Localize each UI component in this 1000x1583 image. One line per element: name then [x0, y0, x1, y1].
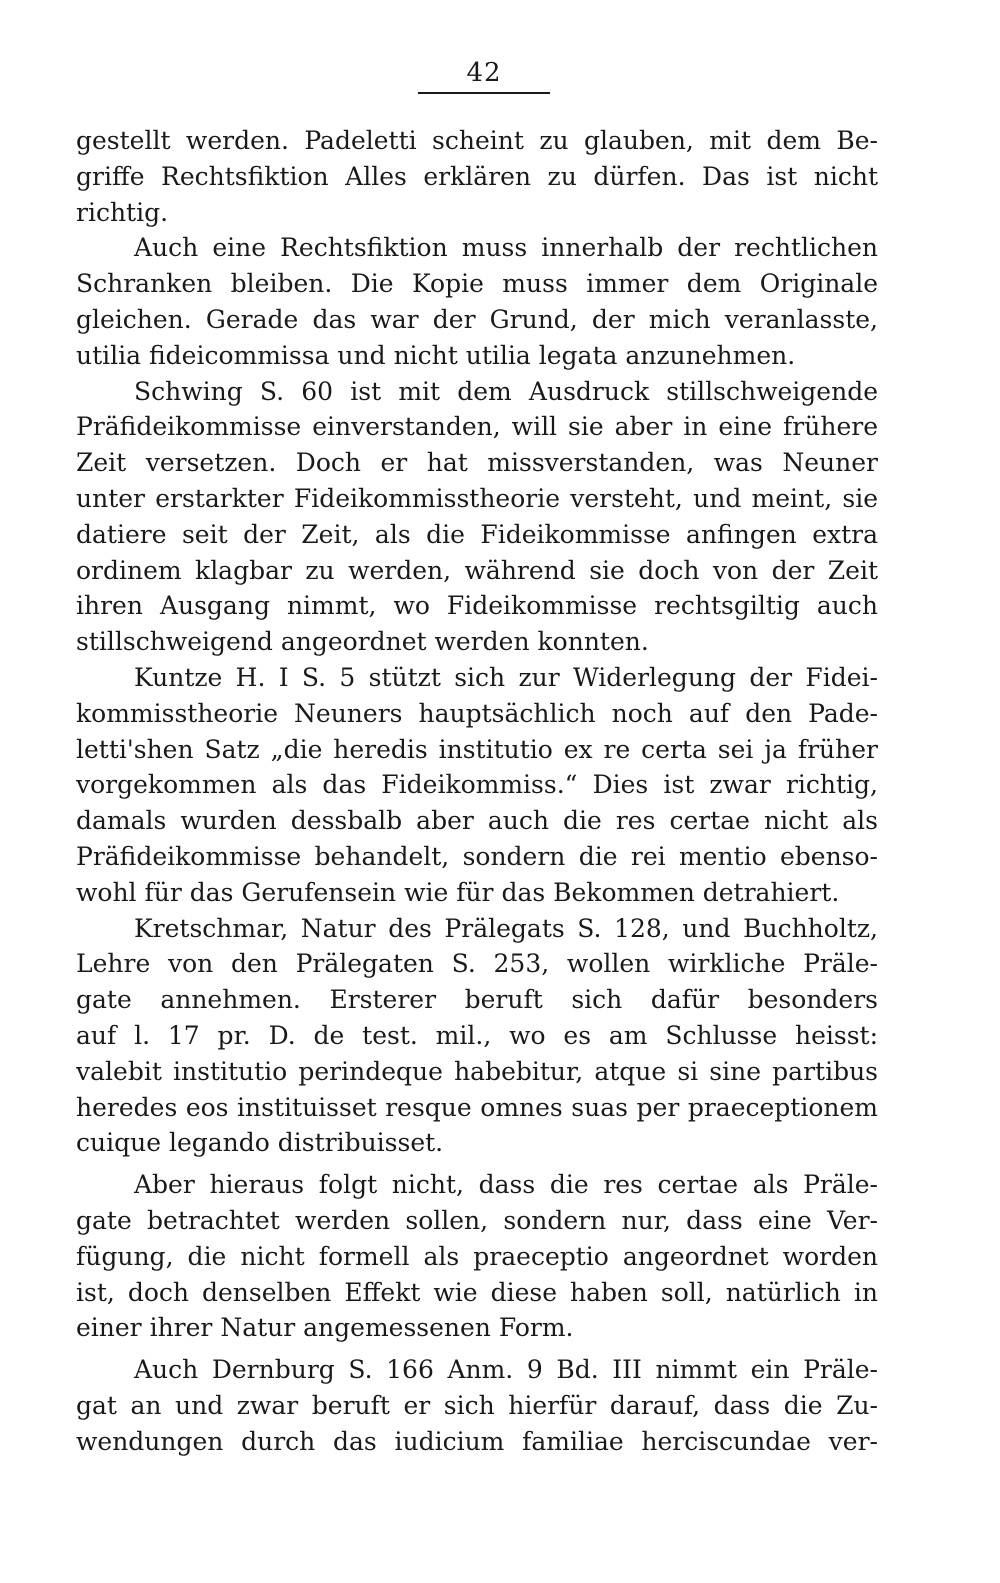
text-line: fügung, die nicht formell als praeceptio angeordnet worden [76, 1241, 878, 1271]
text-line: wendungen durch das iudicium familiae herciscundae ver- [76, 1426, 878, 1456]
text-line: gestellt werden. Padeletti scheint zu glauben, mit dem Be- [76, 126, 878, 155]
text-line: valebit institutio perindeque habebitur, atque si sine partibus [76, 1056, 878, 1086]
text-line: cuique legando distribuisset. [76, 1128, 444, 1158]
text-line: kommisstheorie Neuners hauptsächlich noch auf den Pade- [76, 698, 878, 728]
text-line: gate annehmen. Ersterer beruft sich dafür besonders [76, 985, 878, 1015]
text-line: letti'shen Satz „die heredis institutio ex re certa sei ja früher [76, 734, 878, 764]
text-line: datiere seit der Zeit, als die Fideikommisse anfingen extra [76, 519, 878, 549]
text-line: einer ihrer Natur angemessenen Form. [76, 1313, 574, 1343]
text-line: Kuntze H. I S. 5 stützt sich zur Widerlegung der Fidei- [134, 662, 878, 692]
text-line: gleichen. Gerade das war der Grund, der mich veranlasste, [76, 304, 878, 334]
text-line: Zeit versetzen. Doch er hat missverstanden, was Neuner [76, 448, 878, 478]
text-line: stillschweigend angeordnet werden konnten. [76, 627, 649, 657]
text-line: vorgekommen als das Fideikommiss.“ Dies ist zwar richtig, [76, 770, 878, 800]
text-line: gat an und zwar beruft er sich hierfür darauf, dass die Zu- [76, 1390, 878, 1420]
page-number: 42 [466, 58, 502, 88]
text-line: Präfideikommisse einverstanden, will sie aber in eine frühere [76, 412, 878, 442]
text-line: utilia fideicommissa und nicht utilia legata anzunehmen. [76, 340, 796, 370]
text-line: unter erstarkter Fideikommisstheorie versteht, und meint, sie [76, 483, 878, 513]
text-line: auf l. 17 pr. D. de test. mil., wo es am Schlusse heisst: [76, 1020, 878, 1050]
text-line: Schwing S. 60 ist mit dem Ausdruck stillschweigende [134, 376, 878, 406]
text-line: damals wurden dessbalb aber auch die res certae nicht als [76, 806, 878, 836]
text-line: ihren Ausgang nimmt, wo Fideikommisse rechtsgiltig auch [76, 591, 878, 621]
text-line: Präfideikommisse behandelt, sondern die rei mentio ebenso- [76, 841, 878, 871]
text-line: Kretschmar, Natur des Prälegats S. 128, und Buchholtz, [134, 913, 878, 943]
text-line: heredes eos instituisset resque omnes suas per praeceptionem [76, 1092, 878, 1122]
page-number-rule [418, 92, 550, 94]
text-line: ordinem klagbar zu werden, während sie doch von der Zeit [76, 555, 878, 585]
text-line: Schranken bleiben. Die Kopie muss immer dem Originale [76, 269, 878, 299]
text-line: Lehre von den Prälegaten S. 253, wollen wirkliche Präle- [76, 949, 878, 979]
text-line: richtig. [76, 197, 169, 227]
text-line: gate betrachtet werden sollen, sondern nur, dass eine Ver- [76, 1205, 878, 1235]
text-line: ist, doch denselben Effekt wie diese haben soll, natürlich in [76, 1277, 878, 1307]
text-line: wohl für das Gerufensein wie für das Bekommen detrahiert. [76, 877, 840, 907]
text-line: Auch eine Rechtsfiktion muss innerhalb der rechtlichen [134, 233, 878, 263]
body-text [76, 123, 878, 1459]
text-line: Aber hieraus folgt nicht, dass die res certae als Präle- [134, 1170, 878, 1200]
text-line: griffe Rechtsfiktion Alles erklären zu dürfen. Das ist nicht [76, 161, 878, 191]
text-line: Auch Dernburg S. 166 Anm. 9 Bd. III nimmt ein Präle- [134, 1355, 878, 1385]
